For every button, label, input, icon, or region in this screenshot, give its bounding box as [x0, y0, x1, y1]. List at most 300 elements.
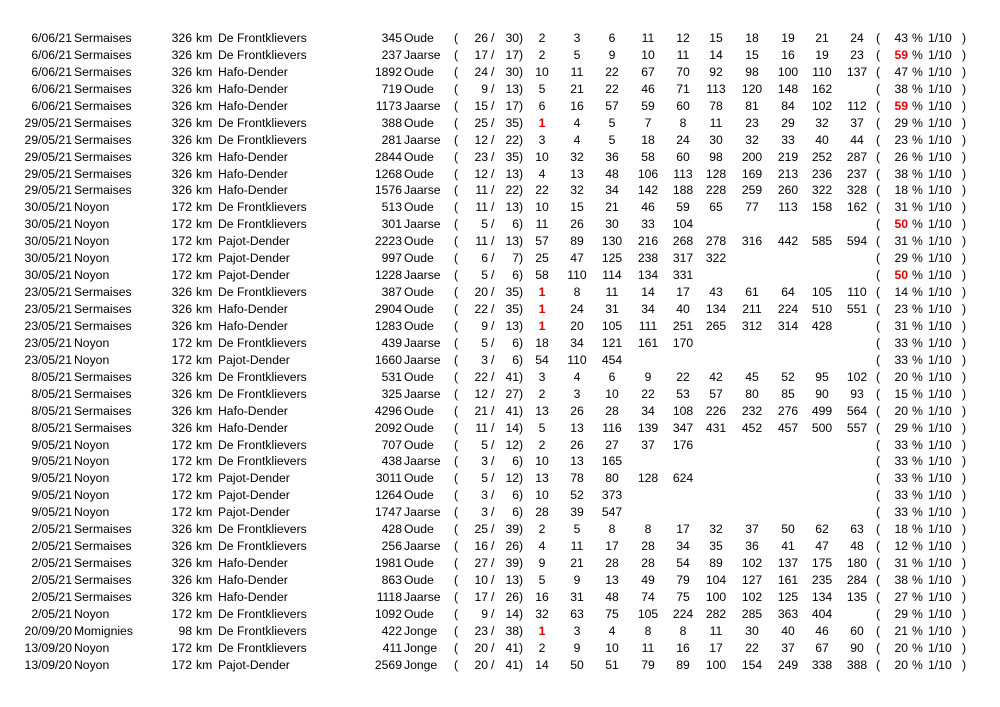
category: Jaarse [404, 98, 441, 113]
placing-value: 84 [781, 98, 795, 113]
placing-value: 9 [573, 573, 581, 587]
placing-value: 188 [672, 183, 694, 198]
bird-count: 4296 [374, 403, 402, 418]
placing-value: 113 [673, 166, 693, 181]
placing-value: 551 [846, 302, 868, 316]
placing-value: 265 [705, 318, 727, 333]
race-date: 29/05/21 [24, 166, 72, 181]
placing-value: 108 [672, 403, 694, 418]
percentage-value: 23 [894, 302, 908, 316]
placing-value: 43 [709, 285, 723, 300]
close-paren: ) [519, 234, 524, 249]
slash: / [491, 454, 495, 469]
factor: 1/10 [928, 98, 952, 113]
club-name: Pajot-Dender [218, 268, 290, 283]
placing-value: 62 [815, 522, 829, 537]
factor: 1/10 [928, 183, 952, 198]
percentage-value: 31 [894, 200, 908, 215]
placing-value: 13 [570, 454, 584, 469]
race-place: Sermaises [74, 539, 132, 554]
placing-value: 42 [709, 369, 723, 384]
placing-value: 404 [811, 606, 833, 621]
percent-sign: % [912, 606, 923, 621]
placing-value: 32 [709, 522, 723, 537]
prized-count: 9 [481, 318, 488, 333]
placing-value: 70 [676, 64, 690, 79]
prized-count: 9 [481, 81, 488, 96]
placing-value: 75 [676, 589, 690, 604]
open-paren: ( [454, 522, 459, 537]
close-paren: ) [519, 369, 524, 384]
placing-value: 15 [570, 200, 584, 215]
table-row [0, 437, 1000, 454]
pct-close-paren: ) [962, 335, 967, 350]
placing-value: 18 [745, 31, 759, 45]
distance-unit: km [196, 132, 213, 147]
factor: 1/10 [928, 640, 952, 655]
placing-value: 8 [644, 522, 652, 537]
club-name: Pajot-Dender [218, 657, 290, 672]
slash: / [491, 606, 495, 621]
percentage-value: 29 [894, 606, 908, 621]
placing-value: 139 [637, 420, 659, 435]
club-name: De Frontklievers [218, 31, 307, 45]
placing-value: 237 [846, 166, 868, 181]
percentage-value: 15 [894, 386, 908, 401]
entered-count: 13 [505, 573, 519, 587]
placing-value: 48 [850, 539, 864, 554]
race-place: Noyon [74, 352, 110, 367]
slash: / [491, 268, 495, 283]
race-place: Sermaises [74, 522, 132, 537]
bird-count: 1660 [374, 352, 402, 367]
placing-value: 10 [535, 149, 549, 164]
club-name: De Frontklievers [218, 454, 307, 469]
placing-value: 134 [811, 589, 833, 604]
placing-value: 176 [672, 437, 694, 452]
placing-value: 7 [644, 115, 652, 130]
placing-value: 37 [781, 640, 795, 655]
race-place: Sermaises [74, 64, 132, 79]
placing-value: 5 [538, 81, 546, 96]
percentage-value: 38 [894, 81, 908, 96]
race-date: 2/05/21 [31, 522, 72, 537]
pct-close-paren: ) [962, 352, 967, 367]
placing-value: 80 [605, 471, 619, 486]
placing-value: 59 [641, 98, 655, 113]
percentage-value: 18 [894, 183, 908, 198]
race-date: 2/05/21 [31, 539, 72, 554]
placing-value: 22 [605, 64, 619, 79]
distance-unit: km [196, 285, 213, 300]
race-date: 8/05/21 [31, 369, 72, 384]
percent-sign: % [912, 98, 923, 113]
factor: 1/10 [928, 352, 952, 367]
placing-value: 37 [850, 115, 864, 130]
close-paren: ) [519, 217, 524, 232]
race-place: Noyon [74, 200, 110, 215]
open-paren: ( [454, 640, 459, 655]
placing-value: 32 [570, 149, 584, 164]
distance-unit: km [196, 640, 213, 655]
club-name: Pajot-Dender [218, 488, 290, 503]
placing-value: 28 [605, 403, 619, 418]
slash: / [491, 488, 495, 503]
placing-value: 89 [709, 556, 723, 571]
placing-value: 34 [641, 302, 655, 316]
entered-count: 13 [505, 200, 519, 215]
distance-unit: km [196, 471, 213, 486]
placing-value: 63 [570, 606, 584, 621]
bird-count: 707 [381, 437, 402, 452]
placing-value: 110 [812, 64, 832, 79]
pct-open-paren: ( [876, 539, 881, 554]
pct-close-paren: ) [962, 200, 967, 215]
placing-value: 130 [601, 234, 623, 249]
club-name: Hafo-Dender [218, 183, 288, 198]
prized-count: 11 [475, 234, 488, 249]
placing-value: 59 [676, 200, 690, 215]
club-name: Pajot-Dender [218, 234, 290, 249]
pct-open-paren: ( [876, 166, 881, 181]
pct-open-paren: ( [876, 488, 881, 503]
placing-value: 134 [705, 302, 727, 316]
placing-value: 41 [781, 539, 795, 554]
pct-open-paren: ( [876, 369, 881, 384]
placing-value: 127 [741, 573, 763, 587]
bird-count: 1892 [374, 64, 402, 79]
placing-value: 8 [679, 623, 687, 638]
open-paren: ( [454, 302, 459, 316]
distance-value: 172 [171, 471, 192, 486]
bird-count: 281 [381, 132, 402, 147]
open-paren: ( [454, 488, 459, 503]
placing-value: 14 [709, 47, 723, 62]
pct-close-paren: ) [962, 471, 967, 486]
entered-count: 41 [505, 369, 519, 384]
pct-open-paren: ( [876, 302, 881, 316]
pct-close-paren: ) [962, 606, 967, 621]
close-paren: ) [519, 522, 524, 537]
placing-value: 5 [608, 115, 616, 130]
placing-value: 8 [679, 115, 687, 130]
open-paren: ( [454, 657, 459, 672]
placing-value: 322 [811, 183, 833, 198]
bird-count: 301 [381, 217, 402, 232]
slash: / [491, 573, 495, 587]
pct-close-paren: ) [962, 31, 967, 45]
factor: 1/10 [928, 623, 952, 638]
factor: 1/10 [928, 234, 952, 249]
close-paren: ) [519, 420, 524, 435]
placing-value: 18 [641, 132, 655, 147]
factor: 1/10 [928, 403, 952, 418]
placing-value: 93 [850, 386, 864, 401]
placing-value: 50 [570, 657, 584, 672]
open-paren: ( [454, 573, 459, 587]
placing-value: 154 [741, 657, 763, 672]
placing-value: 64 [781, 285, 795, 300]
pct-close-paren: ) [962, 318, 967, 333]
prized-count: 3 [481, 488, 488, 503]
percentage-value: 31 [894, 556, 908, 571]
entered-count: 41 [505, 403, 519, 418]
distance-value: 172 [171, 200, 192, 215]
placing-value: 33 [641, 217, 655, 232]
placing-value: 75 [605, 606, 619, 621]
club-name: De Frontklievers [218, 285, 307, 300]
placing-value: 102 [741, 556, 763, 571]
slash: / [491, 98, 495, 113]
placing-value: 13 [605, 573, 619, 587]
club-name: Hafo-Dender [218, 98, 288, 113]
placing-value: 175 [811, 556, 833, 571]
percentage-value: 18 [894, 522, 908, 537]
placing-value: 282 [705, 606, 727, 621]
placing-value: 4 [573, 369, 581, 384]
placing-value: 78 [570, 471, 584, 486]
placing-value: 19 [815, 47, 829, 62]
club-name: De Frontklievers [218, 200, 307, 215]
race-place: Noyon [74, 657, 110, 672]
placing-value: 328 [846, 183, 868, 198]
percentage-value: 20 [894, 640, 908, 655]
placing-value: 134 [637, 268, 659, 283]
placing-value: 331 [672, 268, 694, 283]
placing-value: 251 [672, 318, 694, 333]
pct-open-paren: ( [876, 471, 881, 486]
placing-value: 13 [535, 471, 549, 486]
placing-value: 228 [705, 183, 727, 198]
bird-count: 325 [381, 386, 402, 401]
placing-value: 61 [745, 285, 759, 300]
race-date: 6/06/21 [31, 64, 72, 79]
placing-value: 113 [706, 81, 726, 96]
placing-value: 363 [777, 606, 799, 621]
open-paren: ( [454, 268, 459, 283]
prized-count: 3 [481, 352, 488, 367]
pct-close-paren: ) [962, 420, 967, 435]
percent-sign: % [912, 556, 923, 571]
placing-value: 17 [605, 539, 619, 554]
placing-value: 137 [777, 556, 799, 571]
slash: / [491, 403, 495, 418]
placing-value: 2 [538, 522, 546, 537]
prized-count: 22 [474, 369, 488, 384]
category: Oude [404, 556, 434, 571]
race-date: 13/09/20 [24, 657, 72, 672]
slash: / [491, 64, 495, 79]
pct-close-paren: ) [962, 132, 967, 147]
race-date: 2/05/21 [31, 573, 72, 587]
race-date: 2/05/21 [31, 556, 72, 571]
distance-value: 172 [171, 488, 192, 503]
placing-value: 28 [605, 556, 619, 571]
factor: 1/10 [928, 268, 952, 283]
percent-sign: % [912, 454, 923, 469]
distance-value: 326 [171, 166, 192, 181]
race-date: 13/09/20 [24, 640, 72, 655]
pct-close-paren: ) [962, 268, 967, 283]
placing-value: 314 [777, 318, 799, 333]
entered-count: 35 [505, 115, 519, 130]
table-row [0, 521, 1000, 538]
slash: / [491, 183, 495, 198]
factor: 1/10 [928, 31, 952, 45]
open-paren: ( [454, 403, 459, 418]
entered-count: 6 [512, 335, 519, 350]
placing-value: 121 [601, 335, 623, 350]
percent-sign: % [912, 31, 923, 45]
placing-value: 162 [811, 81, 833, 96]
factor: 1/10 [928, 386, 952, 401]
close-paren: ) [519, 166, 524, 181]
placing-value: 85 [781, 386, 795, 401]
race-date: 23/05/21 [24, 318, 72, 333]
race-place: Noyon [74, 606, 110, 621]
placing-value: 60 [850, 623, 864, 638]
placing-value: 510 [811, 302, 833, 316]
table-row [0, 352, 1000, 369]
pct-open-paren: ( [876, 149, 881, 164]
category: Oude [404, 149, 434, 164]
open-paren: ( [454, 115, 459, 130]
placing-value: 431 [705, 420, 727, 435]
placing-value: 60 [676, 98, 690, 113]
placing-value: 211 [742, 302, 762, 316]
placing-value: 11 [605, 285, 619, 300]
placing-value: 338 [811, 657, 833, 672]
placing-value: 110 [567, 352, 587, 367]
close-paren: ) [519, 98, 524, 113]
pct-close-paren: ) [962, 573, 967, 587]
percentage-value: 20 [894, 369, 908, 384]
placing-value: 278 [705, 234, 727, 249]
placing-value: 80 [745, 386, 759, 401]
percentage-value: 59 [894, 98, 908, 113]
race-date: 30/05/21 [24, 251, 72, 266]
slash: / [491, 149, 495, 164]
open-paren: ( [454, 183, 459, 198]
pct-close-paren: ) [962, 403, 967, 418]
close-paren: ) [519, 335, 524, 350]
club-name: Hafo-Dender [218, 420, 288, 435]
placing-value: 252 [811, 149, 833, 164]
bird-count: 237 [381, 47, 402, 62]
distance-unit: km [196, 352, 213, 367]
slash: / [491, 166, 495, 181]
percentage-value: 43 [894, 31, 908, 45]
bird-count: 1747 [374, 505, 402, 520]
prized-count: 3 [481, 454, 488, 469]
club-name: Hafo-Dender [218, 573, 288, 587]
placing-value: 58 [535, 268, 549, 283]
placing-value: 216 [637, 234, 659, 249]
club-name: Hafo-Dender [218, 403, 288, 418]
race-place: Sermaises [74, 386, 132, 401]
placing-value: 67 [641, 64, 655, 79]
percentage-value: 33 [894, 454, 908, 469]
slash: / [491, 47, 495, 62]
placing-value: 79 [676, 573, 690, 587]
table-row [0, 98, 1000, 115]
distance-unit: km [196, 623, 213, 638]
factor: 1/10 [928, 505, 952, 520]
percent-sign: % [912, 268, 923, 283]
placing-value: 10 [605, 386, 619, 401]
distance-unit: km [196, 335, 213, 350]
entered-count: 6 [512, 268, 519, 283]
open-paren: ( [454, 47, 459, 62]
close-paren: ) [519, 302, 524, 316]
category: Oude [404, 81, 434, 96]
close-paren: ) [519, 285, 524, 300]
entered-count: 22 [505, 132, 519, 147]
entered-count: 14 [505, 420, 519, 435]
placing-value: 34 [641, 403, 655, 418]
race-place: Noyon [74, 234, 110, 249]
factor: 1/10 [928, 573, 952, 587]
distance-unit: km [196, 657, 213, 672]
race-date: 23/05/21 [24, 335, 72, 350]
race-date: 6/06/21 [31, 98, 72, 113]
placing-value: 547 [601, 505, 623, 520]
close-paren: ) [519, 640, 524, 655]
placing-value: 162 [846, 200, 868, 215]
table-row [0, 470, 1000, 487]
placing-value: 169 [741, 166, 763, 181]
distance-value: 326 [171, 31, 192, 45]
slash: / [491, 589, 495, 604]
table-row [0, 589, 1000, 606]
placing-value: 98 [745, 64, 759, 79]
placing-value: 23 [850, 47, 864, 62]
race-date: 30/05/21 [24, 268, 72, 283]
percentage-value: 26 [894, 149, 908, 164]
club-name: Hafo-Dender [218, 81, 288, 96]
percent-sign: % [912, 471, 923, 486]
pct-close-paren: ) [962, 234, 967, 249]
category: Oude [404, 115, 434, 130]
pct-close-paren: ) [962, 64, 967, 79]
category: Oude [404, 403, 434, 418]
placing-value: 8 [644, 623, 652, 638]
distance-unit: km [196, 302, 213, 316]
percent-sign: % [912, 640, 923, 655]
entered-count: 41 [505, 640, 519, 655]
distance-unit: km [196, 318, 213, 333]
race-date: 30/05/21 [24, 234, 72, 249]
distance-unit: km [196, 589, 213, 604]
prized-count: 20 [474, 640, 488, 655]
race-date: 2/05/21 [31, 589, 72, 604]
pct-close-paren: ) [962, 437, 967, 452]
placing-value: 317 [672, 251, 694, 266]
distance-unit: km [196, 64, 213, 79]
percentage-value: 33 [894, 505, 908, 520]
category: Oude [404, 420, 434, 435]
entered-count: 35 [505, 302, 519, 316]
table-row [0, 623, 1000, 640]
placing-value: 92 [709, 64, 723, 79]
distance-unit: km [196, 573, 213, 587]
placing-value: 2 [538, 31, 546, 45]
category: Jaarse [404, 539, 441, 554]
factor: 1/10 [928, 657, 952, 672]
race-place: Sermaises [74, 132, 132, 147]
prized-count: 27 [474, 556, 488, 571]
category: Jaarse [404, 132, 441, 147]
